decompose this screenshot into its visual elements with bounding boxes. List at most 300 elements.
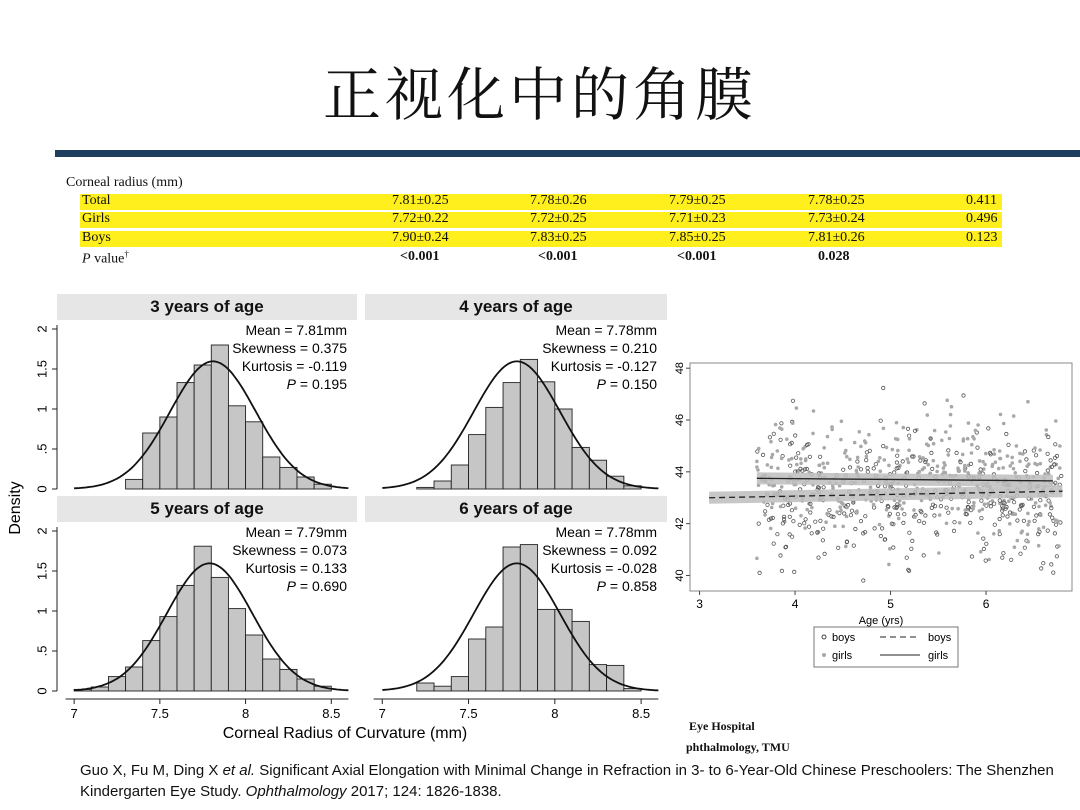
point-girls [1007, 499, 1011, 503]
histogram-bar [246, 422, 263, 489]
point-girls [839, 438, 843, 442]
point-girls [787, 458, 791, 462]
point-girls [978, 509, 982, 513]
point-girls [947, 453, 951, 457]
stat-kurtosis: Kurtosis = -0.119 [241, 358, 347, 374]
point-girls [967, 421, 971, 425]
point-girls [766, 463, 770, 467]
histogram-bar [503, 383, 520, 489]
point-girls [902, 501, 906, 505]
y-tick-label: .5 [34, 645, 50, 657]
histogram-bar [451, 677, 468, 691]
point-girls [998, 449, 1002, 453]
point-girls [1026, 540, 1030, 544]
point-girls [1037, 544, 1041, 548]
point-girls [999, 457, 1003, 461]
histogram-bar [246, 635, 263, 691]
point-girls [888, 547, 892, 551]
table-cell: 7.73±0.24 [808, 211, 865, 226]
point-girls [957, 469, 961, 473]
point-girls [755, 557, 759, 561]
point-girls [1012, 512, 1016, 516]
table-cell: 7.83±0.25 [530, 230, 587, 245]
histogram-panel-1 [34, 322, 348, 493]
point-girls [885, 508, 889, 512]
point-girls [1001, 466, 1005, 470]
point-girls [966, 437, 970, 441]
y-tick-label: 1.5 [34, 561, 50, 581]
point-girls [918, 455, 922, 459]
point-girls [878, 456, 882, 460]
table-cell: 7.81±0.25 [392, 193, 449, 208]
histogram-bar [417, 683, 434, 691]
x-tick-label: 6 [982, 597, 990, 611]
histogram-bar [297, 477, 314, 489]
x-tick-label: 8.5 [322, 706, 341, 721]
point-girls [1012, 467, 1016, 471]
point-girls [961, 453, 965, 457]
y-tick-label: 40 [673, 569, 686, 582]
table-cell: 0.028 [818, 249, 850, 264]
point-girls [887, 563, 891, 567]
x-tick-label: 4 [791, 597, 799, 611]
point-girls [1058, 466, 1062, 470]
point-girls [877, 460, 881, 464]
point-girls [799, 457, 803, 461]
point-girls [780, 485, 784, 489]
point-girls [950, 507, 954, 511]
point-girls [1026, 512, 1030, 516]
point-girls [1015, 444, 1019, 448]
point-girls [948, 437, 952, 441]
point-girls [987, 558, 991, 562]
point-girls [848, 458, 852, 462]
x-tick-label: 7 [70, 706, 78, 721]
point-girls [983, 463, 987, 467]
histogram-bar [263, 659, 280, 691]
point-girls [942, 466, 946, 470]
y-tick-label: 48 [673, 362, 686, 375]
point-girls [937, 551, 941, 555]
histogram-bar [143, 433, 160, 489]
panel-title-3y: 3 years of age [57, 294, 357, 320]
point-girls [935, 470, 939, 474]
legend-label: boys [832, 632, 856, 644]
point-girls [757, 447, 761, 451]
pvalue-mark: † [124, 249, 129, 259]
point-girls [770, 466, 774, 470]
slide-title: 正视化中的角膜 [322, 61, 757, 129]
point-girls [900, 507, 904, 511]
point-girls [845, 506, 849, 510]
point-girls [949, 424, 953, 428]
x-axis-label: Age (yrs) [858, 615, 904, 627]
point-girls [1056, 519, 1060, 523]
point-girls [945, 522, 949, 526]
table-cell: 7.78±0.26 [530, 193, 587, 208]
point-girls [945, 399, 949, 403]
x-tick-label: 7.5 [459, 706, 478, 721]
point-girls [942, 461, 946, 465]
point-girls [823, 466, 827, 470]
y-tick-label: 44 [673, 465, 686, 478]
point-girls [1018, 452, 1022, 456]
point-girls [1026, 523, 1030, 527]
table-cell: 7.78±0.25 [808, 193, 865, 208]
point-girls [799, 462, 803, 466]
point-girls [769, 527, 773, 531]
point-girls [794, 506, 798, 510]
stat-p-value: P = 0.690 [286, 578, 347, 594]
point-girls [865, 455, 869, 459]
point-girls [1045, 428, 1049, 432]
point-girls [956, 507, 960, 511]
point-girls [830, 428, 834, 432]
point-girls [906, 457, 910, 461]
point-girls [779, 505, 783, 509]
point-girls [1048, 501, 1052, 505]
x-tick-label: 5 [887, 597, 894, 611]
table-cell: 7.81±0.26 [808, 230, 865, 245]
point-girls [795, 463, 799, 467]
table-cell: 0.496 [966, 211, 998, 226]
pvalue-label-italic: P [82, 251, 91, 267]
point-girls [804, 459, 808, 463]
stat-skewness: Skewness = 0.375 [232, 340, 347, 356]
y-tick-label: 1 [34, 405, 50, 413]
point-girls [803, 526, 807, 530]
point-girls [976, 423, 980, 427]
point-girls [763, 513, 767, 517]
stat-skewness: Skewness = 0.073 [232, 542, 347, 558]
point-girls [992, 448, 996, 452]
credit-line-2: phthalmology, TMU [686, 740, 790, 754]
point-girls [811, 432, 815, 436]
point-girls [974, 429, 978, 433]
point-girls [853, 441, 857, 445]
point-girls [1027, 462, 1031, 466]
point-girls [840, 420, 844, 424]
point-girls [833, 524, 837, 528]
point-girls [938, 513, 942, 517]
histogram-bar [280, 467, 297, 489]
point-girls [1054, 419, 1058, 423]
citation-title: Significant Axial Elongation with Minimal Change in Refraction in 3- to 6-Year-Old Chinese Preschoolers: The Shenzhen Kindergarten Eye Study. [80, 762, 1054, 800]
table-cell: <0.001 [400, 249, 440, 264]
point-girls [896, 449, 900, 453]
point-girls [999, 413, 1003, 417]
table-header: Corneal radius (mm) [66, 175, 183, 190]
x-tick-label: 8 [551, 706, 559, 721]
point-girls [818, 463, 822, 467]
point-girls [1020, 529, 1024, 533]
stat-p-value: P = 0.195 [286, 376, 347, 392]
stat-kurtosis: Kurtosis = -0.028 [550, 560, 657, 576]
point-girls [993, 452, 997, 456]
point-girls [825, 512, 829, 516]
point-girls [805, 508, 809, 512]
histogram-bar [520, 545, 537, 691]
point-girls [921, 456, 925, 460]
x-tick-label: 7.5 [150, 706, 169, 721]
point-girls [1006, 454, 1010, 458]
y-tick-label: 46 [673, 413, 686, 427]
point-girls [963, 464, 967, 468]
histogram-bar [160, 417, 177, 489]
point-girls [970, 451, 974, 455]
histogram-bar [520, 359, 537, 489]
point-girls [780, 457, 784, 461]
point-girls [855, 509, 859, 513]
point-girls [891, 448, 895, 452]
point-girls [936, 464, 940, 468]
legend-label: girls [832, 650, 853, 662]
point-girls [907, 461, 911, 465]
point-girls [858, 430, 862, 434]
point-girls [1013, 545, 1017, 549]
table-cell: 0.411 [966, 193, 997, 208]
point-girls [869, 486, 873, 490]
point-girls [1056, 477, 1060, 481]
point-girls [872, 503, 876, 507]
stat-mean: Mean = 7.78mm [555, 322, 657, 338]
histogram-bar [555, 409, 572, 489]
point-girls [799, 514, 803, 518]
point-girls [1033, 446, 1037, 450]
point-girls [933, 429, 937, 433]
point-girls [879, 469, 883, 473]
histogram-bar [589, 460, 606, 489]
point-girls [926, 463, 930, 467]
point-girls [878, 523, 882, 527]
point-girls [785, 437, 789, 441]
row-label: Girls [82, 211, 110, 226]
histogram-bar [451, 465, 468, 489]
point-girls [756, 468, 760, 472]
stat-mean: Mean = 7.78mm [555, 524, 657, 540]
point-girls [795, 406, 799, 410]
point-girls [1027, 520, 1031, 524]
point-girls [949, 413, 953, 417]
point-girls [844, 545, 848, 549]
point-girls [774, 423, 778, 427]
point-girls [998, 529, 1002, 533]
point-girls [859, 445, 863, 449]
stat-mean: Mean = 7.79mm [245, 524, 347, 540]
stat-skewness: Skewness = 0.210 [542, 340, 657, 356]
y-tick-label: 1 [34, 607, 50, 615]
point-girls [972, 501, 976, 505]
histogram-panel-2 [382, 322, 658, 489]
point-girls [887, 464, 891, 468]
point-girls [908, 437, 912, 441]
point-girls [932, 459, 936, 463]
row-label: Boys [82, 230, 111, 245]
y-tick-label: 0 [34, 687, 50, 695]
histogram-bar [486, 627, 503, 691]
histogram-panel-4 [374, 524, 659, 721]
histogram-bar [434, 686, 451, 691]
point-girls [990, 465, 994, 469]
point-girls [1008, 522, 1012, 526]
point-girls [950, 405, 954, 409]
legend-label: girls [928, 650, 949, 662]
point-girls [1033, 462, 1037, 466]
histogram-bar [469, 435, 486, 489]
x-tick-label: 8 [241, 706, 250, 721]
point-girls [927, 444, 931, 448]
point-girls [812, 409, 816, 413]
histogram-bar [194, 365, 211, 489]
point-girls [1014, 471, 1018, 475]
point-girls [769, 440, 773, 444]
point-girls [1026, 400, 1030, 404]
point-girls [1039, 462, 1043, 466]
histogram-bar [417, 487, 434, 489]
point-girls [821, 462, 825, 466]
point-girls [810, 506, 814, 510]
point-girls [1034, 501, 1038, 505]
x-tick-label: 7 [378, 706, 386, 721]
point-girls [780, 427, 784, 431]
histogram-panel-3 [34, 524, 348, 721]
point-girls [984, 452, 988, 456]
point-girls [964, 508, 968, 512]
point-girls [963, 469, 967, 473]
point-girls [1058, 444, 1062, 448]
point-girls [1002, 422, 1006, 426]
scatter-plot [668, 355, 1080, 685]
point-girls [885, 446, 889, 450]
point-girls [864, 441, 868, 445]
point-girls [755, 460, 759, 464]
point-girls [822, 446, 826, 450]
point-girls [867, 433, 871, 437]
y-tick-label: 2 [34, 325, 50, 333]
citation-journal: Ophthalmology [245, 783, 347, 800]
point-girls [824, 520, 828, 524]
point-girls [895, 421, 899, 425]
point-girls [907, 449, 911, 453]
point-girls [770, 506, 774, 510]
y-tick-label: 0 [34, 485, 50, 493]
point-girls [902, 426, 906, 430]
pvalue-label-rest: value [90, 251, 125, 267]
point-girls [992, 532, 996, 536]
x-axis-label: Corneal Radius of Curvature (mm) [222, 725, 468, 742]
y-axis-label: Density [7, 481, 24, 535]
point-girls [1042, 526, 1046, 530]
histogram-bar [228, 609, 245, 691]
point-girls [913, 515, 917, 519]
point-girls [922, 466, 926, 470]
point-girls [983, 502, 987, 506]
point-girls [1037, 505, 1041, 509]
point-girls [912, 508, 916, 512]
point-girls [770, 456, 774, 460]
point-girls [791, 421, 795, 425]
point-girls [856, 456, 860, 460]
point-girls [1045, 433, 1049, 437]
legend-label: boys [928, 632, 952, 644]
point-girls [971, 435, 975, 439]
point-girls [835, 510, 839, 514]
histogram-bar [486, 407, 503, 489]
legend-marker-girls [822, 653, 826, 657]
x-tick-label: 3 [696, 597, 703, 611]
legend [814, 627, 958, 667]
point-girls [845, 455, 849, 459]
histogram-bar [177, 383, 194, 489]
point-girls [997, 467, 1001, 471]
point-girls [897, 517, 901, 521]
point-girls [883, 458, 887, 462]
y-tick-label: 1.5 [34, 359, 50, 379]
point-girls [978, 459, 982, 463]
point-girls [994, 460, 998, 464]
histogram-bar [469, 639, 486, 691]
point-girls [932, 442, 936, 446]
citation [80, 760, 1070, 802]
histogram-bar [160, 617, 177, 691]
point-girls [1026, 533, 1030, 537]
point-girls [971, 507, 975, 511]
point-girls [1038, 448, 1042, 452]
x-tick-label: 8.5 [632, 706, 651, 721]
point-girls [1010, 461, 1014, 465]
point-girls [1039, 513, 1043, 517]
stat-kurtosis: Kurtosis = -0.127 [550, 358, 657, 374]
stat-mean: Mean = 7.81mm [245, 322, 347, 338]
histogram-bar [228, 406, 245, 489]
point-girls [1044, 504, 1048, 508]
point-girls [856, 465, 860, 469]
point-girls [1057, 544, 1061, 548]
histogram-bar [126, 479, 143, 489]
table-cell: <0.001 [538, 249, 578, 264]
panel-title-6y: 6 years of age [365, 496, 667, 522]
point-girls [1010, 456, 1014, 460]
point-girls [801, 447, 805, 451]
stat-kurtosis: Kurtosis = 0.133 [245, 560, 347, 576]
point-girls [1012, 414, 1016, 418]
point-girls [776, 467, 780, 471]
citation-ref: 2017; 124: 1826-1838. [346, 783, 502, 800]
histogram-bar [177, 585, 194, 691]
point-girls [826, 435, 830, 439]
credit-line-1: Eye Hospital [689, 719, 755, 733]
point-girls [926, 413, 930, 417]
histogram-bar [538, 609, 555, 691]
point-girls [940, 439, 944, 443]
citation-authors: Guo X, Fu M, Ding X [80, 762, 223, 779]
citation-etal: et al. [222, 762, 256, 779]
point-girls [958, 521, 962, 525]
table-cell: 7.79±0.25 [669, 193, 726, 208]
point-girls [979, 550, 983, 554]
point-girls [882, 427, 886, 431]
point-girls [970, 443, 974, 447]
table-cell: 7.85±0.25 [669, 230, 726, 245]
table-cell: <0.001 [677, 249, 717, 264]
stat-p-value: P = 0.858 [596, 578, 657, 594]
point-girls [962, 437, 966, 441]
point-girls [976, 531, 980, 535]
histogram-bar [434, 481, 451, 489]
panel-title-4y: 4 years of age [365, 294, 667, 320]
point-girls [776, 449, 780, 453]
panel-title-5y: 5 years of age [57, 496, 357, 522]
